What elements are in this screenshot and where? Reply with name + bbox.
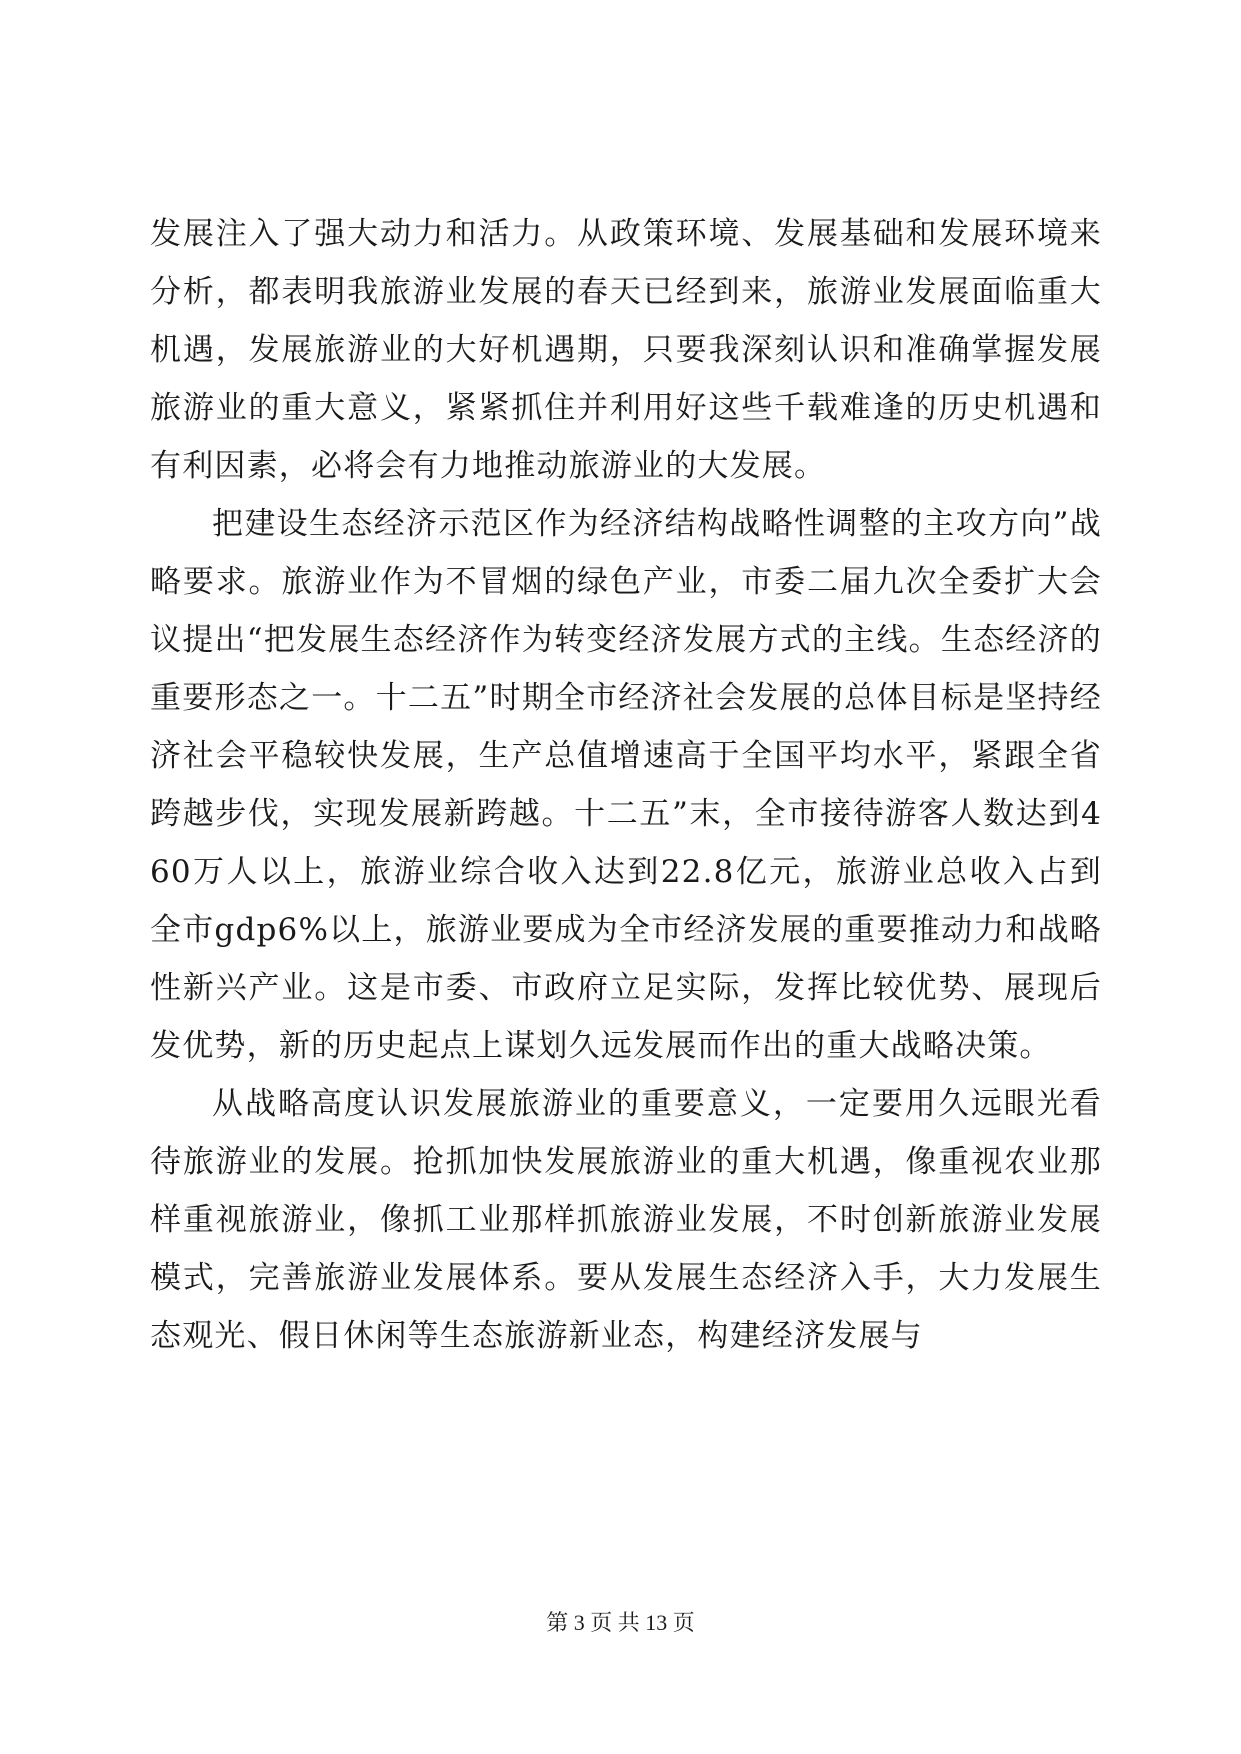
- paragraph-3: 从战略高度认识发展旅游业的重要意义，一定要用久远眼光看待旅游业的发展。抢抓加快发展旅游业的重大机遇，像重视农业那样重视旅游业，像抓工业那样抓旅游业发展，不时创新旅游业发展模式，完善旅游业发展体系。要从发展生态经济入手，大力发展生态观光、假日休闲等生态旅游新业态，构建经济发展与: [150, 1086, 1102, 1354]
- document-body: [150, 205, 1102, 1365]
- paragraph-1: 发展注入了强大动力和活力。从政策环境、发展基础和发展环境来分析，都表明我旅游业发展的春天已经到来，旅游业发展面临重大机遇，发展旅游业的大好机遇期，只要我深刻认识和准确掌握发展旅游业的重大意义，紧紧抓住并利用好这些千载难逢的历史机遇和有利因素，必将会有力地推动旅游业的大发展。: [150, 216, 1102, 484]
- paragraph-2: 把建设生态经济示范区作为经济结构战略性调整的主攻方向”战略要求。旅游业作为不冒烟的绿色产业，市委二届九次全委扩大会议提出“把发展生态经济作为转变经济发展方式的主线。生态经济的重要形态之一。十二五”时期全市经济社会发展的总体目标是坚持经济社会平稳较快发展，生产总值增速高于全国平均水平，紧跟全省跨越步伐，实现发展新跨越。十二五”末，全市接待游客人数达到460万人以上，旅游业综合收入达到22.8亿元，旅游业总收入占到全市gdp6%以上，旅游业要成为全市经济发展的重要推动力和战略性新兴产业。这是市委、市政府立足实际，发挥比较优势、展现后发优势，新的历史起点上谋划久远发展而作出的重大战略决策。: [150, 506, 1102, 1064]
- page-number-footer: 第 3 页 共 13 页: [546, 1610, 695, 1635]
